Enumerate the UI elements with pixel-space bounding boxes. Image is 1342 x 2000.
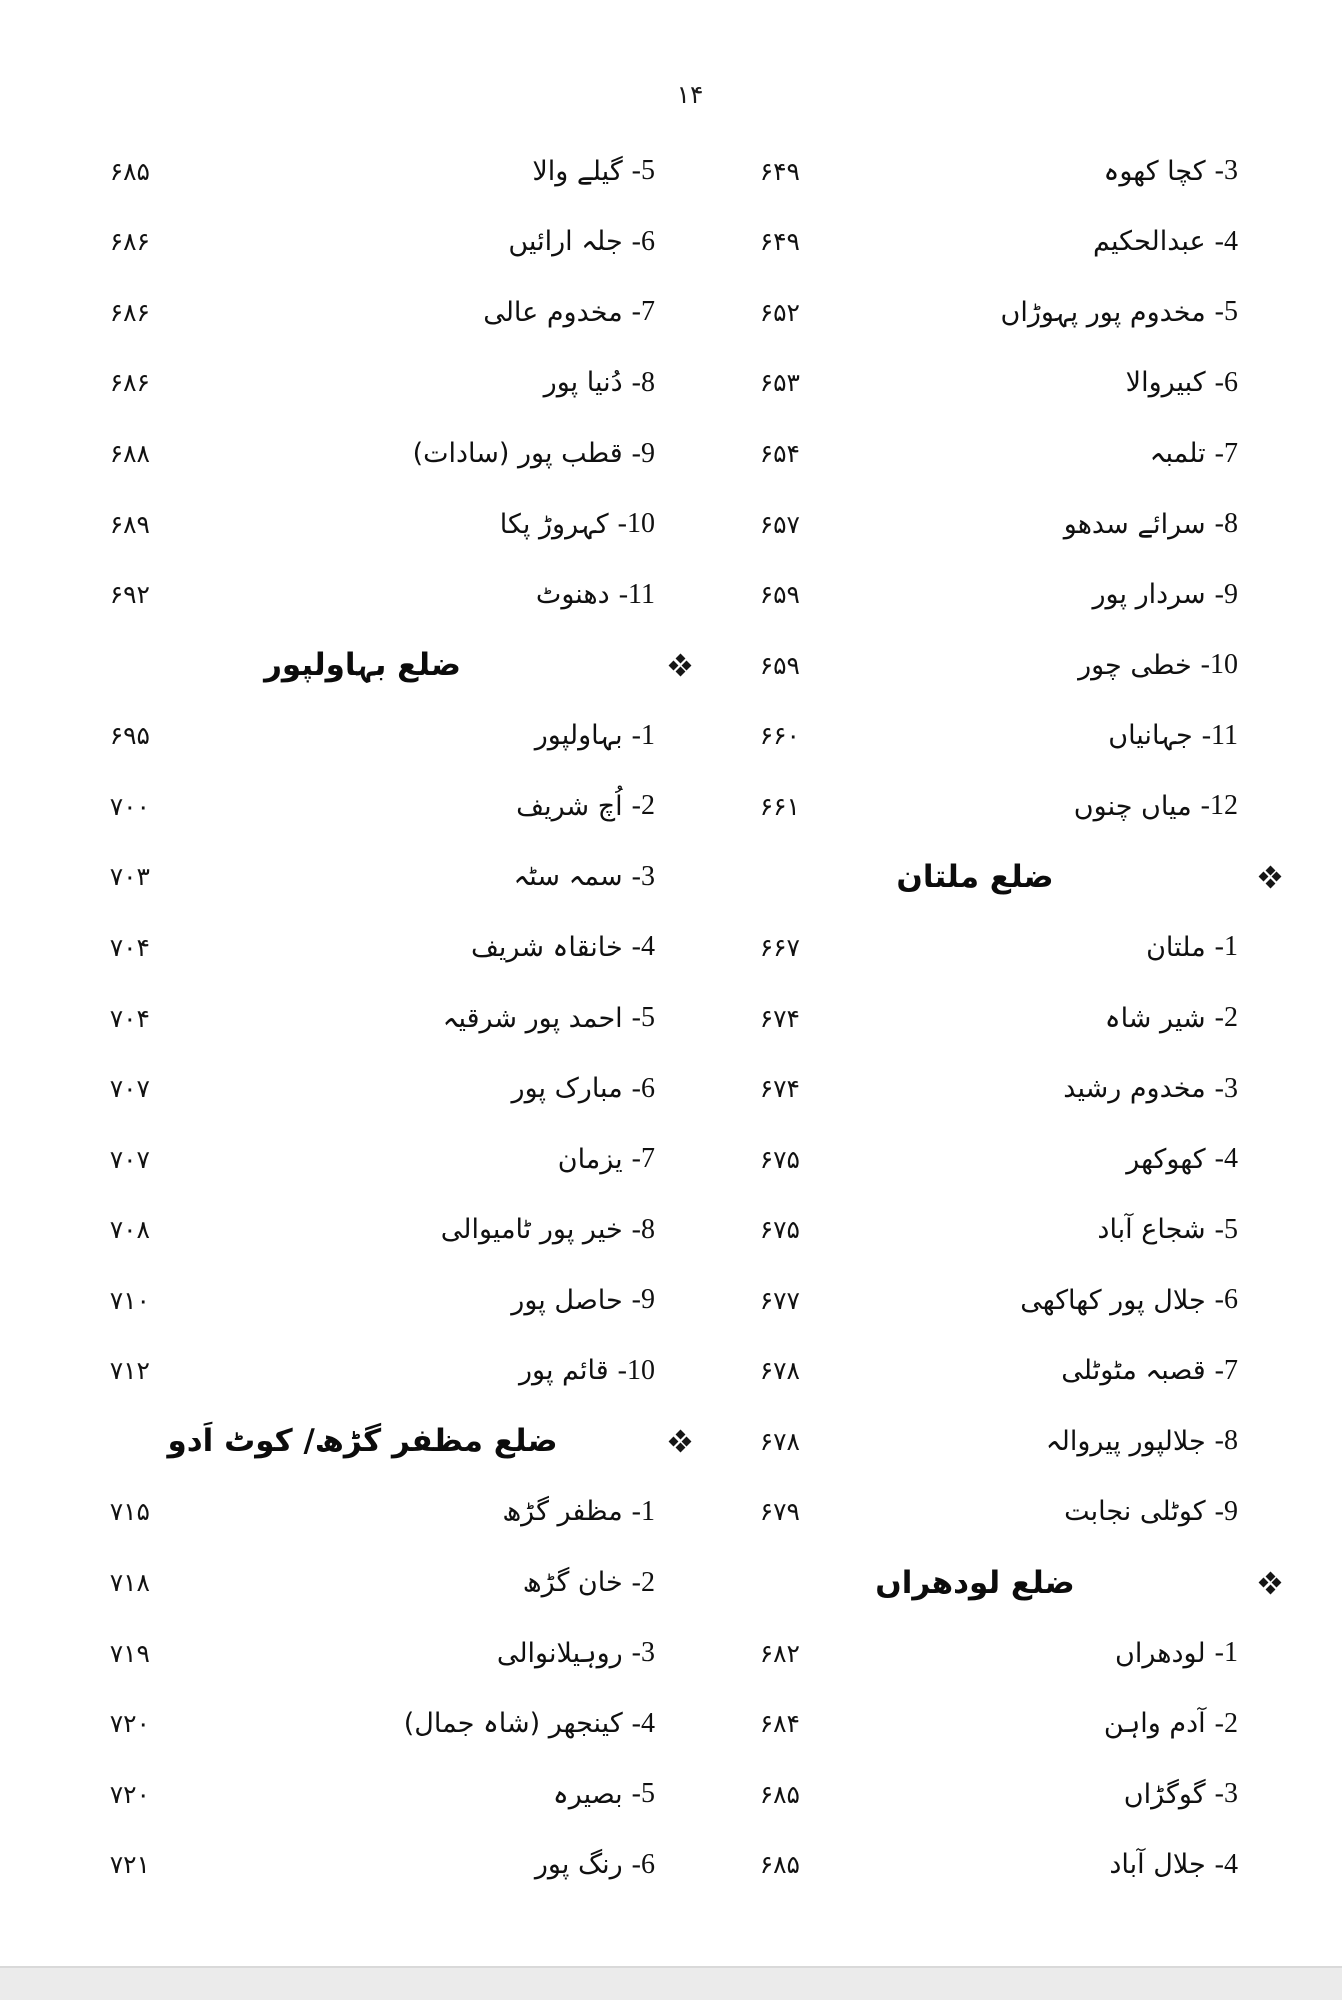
entry-page-number: ۶۷۴	[759, 1074, 800, 1104]
toc-entry	[553, 1778, 700, 1810]
entry-number: -4	[1214, 1143, 1238, 1175]
toc-entry	[1126, 1143, 1290, 1175]
entry-name: سرائے سدھو	[1063, 508, 1206, 540]
toc-entry	[1061, 1355, 1290, 1387]
entry-name: ملتان	[1146, 931, 1206, 963]
entry-number: -3	[631, 860, 655, 892]
toc-entry-row	[55, 559, 700, 630]
four-diamond-ornament-icon	[670, 655, 690, 675]
toc-entry	[1124, 1778, 1290, 1810]
entry-number: -5	[1214, 1213, 1238, 1245]
entry-number: -11	[1201, 719, 1238, 751]
toc-entry-row	[55, 1265, 700, 1336]
entry-number: -5	[1214, 296, 1238, 328]
entry-number: -5	[631, 1778, 655, 1810]
toc-entry-row	[55, 701, 700, 772]
toc-entry-row	[690, 1265, 1290, 1336]
four-diamond-ornament-icon	[1260, 867, 1280, 887]
toc-entry-row	[55, 1759, 700, 1830]
entry-name: بہاولپور	[534, 720, 623, 752]
entry-page-number: ۶۸۹	[109, 509, 150, 539]
toc-entry-row	[690, 1618, 1290, 1689]
entry-name: تلمبہ	[1149, 438, 1206, 470]
entry-number: -12	[1200, 790, 1238, 822]
entry-number: -1	[1214, 931, 1238, 963]
toc-entry	[1001, 296, 1290, 328]
entry-page-number: ۶۷۵	[759, 1144, 800, 1174]
toc-entry	[1109, 1849, 1290, 1881]
entry-name: اُچ شریف	[516, 790, 623, 822]
entry-page-number: ۷۰۴	[109, 932, 150, 962]
toc-entry-row	[690, 348, 1290, 419]
entry-number: -8	[1214, 508, 1238, 540]
toc-entry	[483, 296, 700, 328]
entry-page-number: ۷۱۹	[109, 1638, 150, 1668]
entry-name: روہیلانوالی	[496, 1637, 623, 1669]
toc-entry	[500, 508, 700, 540]
entry-number: -5	[631, 1002, 655, 1034]
toc-entry	[1126, 367, 1290, 399]
toc-entry	[1150, 438, 1290, 470]
toc-entry-row	[55, 1124, 700, 1195]
toc-entry-row	[690, 771, 1290, 842]
entry-page-number: ۶۴۹	[759, 156, 800, 186]
toc-entry-row	[690, 277, 1290, 348]
entry-name: بصیرہ	[552, 1778, 623, 1810]
toc-entry	[502, 1496, 700, 1528]
toc-entry	[508, 226, 700, 258]
toc-column-right	[690, 136, 1290, 1900]
section-heading-row	[690, 1547, 1290, 1618]
toc-entry	[443, 1002, 700, 1034]
entry-name: حاصل پور	[511, 1284, 623, 1316]
toc-entry	[1105, 1002, 1290, 1034]
toc-entry	[404, 1708, 700, 1740]
entry-number: -4	[1214, 225, 1238, 257]
toc-entry-row	[690, 1406, 1290, 1477]
toc-entry	[535, 1849, 700, 1881]
entry-number: -2	[631, 790, 655, 822]
entry-page-number: ۶۷۷	[759, 1285, 800, 1315]
entry-number: -6	[1214, 366, 1238, 398]
entry-name: جلالپور پیروالہ	[1045, 1425, 1206, 1457]
toc-entry	[1108, 720, 1290, 752]
toc-entry-row	[690, 983, 1290, 1054]
toc-entry-row	[55, 348, 700, 419]
section-heading: ضلع ملتان	[896, 858, 1054, 895]
toc-entry	[1064, 1496, 1290, 1528]
entry-name: جلال پور کھاکھی	[1020, 1284, 1206, 1316]
entry-number: -9	[1214, 578, 1238, 610]
entry-name: خان گڑھ	[522, 1567, 623, 1599]
toc-entry-row	[55, 1618, 700, 1689]
entry-number: -6	[631, 225, 655, 257]
toc-entry-row	[690, 418, 1290, 489]
entry-page-number: ۶۸۸	[109, 439, 150, 469]
entry-page-number: ۷۰۳	[109, 862, 150, 892]
entry-page-number: ۷۲۱	[109, 1850, 150, 1880]
toc-entry	[512, 1073, 700, 1105]
toc-entry	[1115, 1637, 1290, 1669]
toc-entry-row	[690, 1688, 1290, 1759]
entry-number: -2	[1214, 1002, 1238, 1034]
entry-name: دُنیا پور	[543, 367, 623, 399]
section-heading: ضلع بہاولپور	[264, 647, 461, 684]
entry-page-number: ۶۶۷	[759, 932, 800, 962]
section-heading-row	[55, 1406, 700, 1477]
entry-page-number: ۶۸۵	[109, 156, 150, 186]
toc-entry-row	[690, 489, 1290, 560]
toc-entry	[523, 1567, 700, 1599]
entry-page-number: ۷۱۲	[109, 1356, 150, 1386]
entry-page-number: ۶۷۸	[759, 1356, 800, 1386]
entry-number: -7	[631, 1143, 655, 1175]
toc-entry-row	[55, 983, 700, 1054]
toc-entry	[1074, 790, 1290, 822]
toc-entry	[1093, 579, 1291, 611]
entry-number: -10	[617, 1354, 655, 1386]
toc-entry	[516, 790, 700, 822]
entry-page-number: ۷۲۰	[109, 1779, 150, 1809]
toc-entry-row	[55, 771, 700, 842]
entry-page-number: ۶۵۹	[759, 580, 800, 610]
entry-number: -1	[631, 719, 655, 751]
toc-entry	[1104, 155, 1291, 187]
toc-entry-row	[690, 207, 1290, 278]
entry-name: جہانیاں	[1108, 720, 1193, 752]
entry-page-number: ۶۵۳	[759, 368, 800, 398]
entry-name: میاں چنوں	[1073, 790, 1192, 822]
toc-entry	[1104, 1708, 1290, 1740]
toc-entry	[1046, 1425, 1290, 1457]
entry-name: مخدوم رشید	[1063, 1073, 1206, 1105]
entry-name: جلہ ارائیں	[508, 226, 623, 258]
entry-page-number: ۷۰۷	[109, 1144, 150, 1174]
entry-number: -3	[1214, 1072, 1238, 1104]
toc-entry-row	[690, 1477, 1290, 1548]
entry-name: کچا کھوہ	[1103, 155, 1206, 187]
toc-entry	[1020, 1284, 1290, 1316]
toc-entry-row	[690, 1830, 1290, 1901]
entry-name: کھوکھر	[1126, 1143, 1206, 1175]
entry-page-number: ۶۸۶	[109, 297, 150, 327]
entry-name: خانقاہ شریف	[470, 931, 623, 963]
toc-entry	[511, 1284, 700, 1316]
entry-name: قصبہ مٹوٹلی	[1061, 1355, 1206, 1387]
toc-entry	[544, 367, 700, 399]
entry-name: رنگ پور	[534, 1849, 623, 1881]
entry-number: -11	[618, 578, 655, 610]
toc-entry-row	[55, 136, 700, 207]
entry-name: سمہ سٹہ	[513, 861, 623, 893]
toc-entry-row	[55, 1053, 700, 1124]
toc-entry-row	[55, 1830, 700, 1901]
toc-entry-row	[690, 701, 1290, 772]
entry-page-number: ۷۰۷	[109, 1074, 150, 1104]
entry-name: سردار پور	[1092, 579, 1206, 611]
toc-column-left	[55, 136, 700, 1900]
toc-entry-row	[55, 207, 700, 278]
toc-entry-row	[690, 559, 1290, 630]
entry-page-number: ۷۰۴	[109, 1003, 150, 1033]
toc-entry-row	[55, 1477, 700, 1548]
toc-entry-row	[690, 1053, 1290, 1124]
entry-number: -9	[631, 437, 655, 469]
toc-entry-row	[690, 1124, 1290, 1195]
entry-name: عبدالحکیم	[1093, 226, 1206, 258]
entry-page-number: ۶۴۹	[759, 227, 800, 257]
toc-entry	[519, 1355, 700, 1387]
entry-page-number: ۶۷۹	[759, 1497, 800, 1527]
toc-entry	[535, 720, 700, 752]
entry-number: -9	[631, 1284, 655, 1316]
entry-page-number: ۶۷۸	[759, 1426, 800, 1456]
toc-entry-row	[690, 1336, 1290, 1407]
toc-entry	[413, 438, 700, 470]
entry-number: -3	[631, 1637, 655, 1669]
entry-name: کوٹلی نجابت	[1064, 1496, 1206, 1528]
entry-number: -10	[1200, 649, 1238, 681]
entry-name: گوگڑاں	[1123, 1778, 1206, 1810]
entry-number: -8	[631, 1213, 655, 1245]
entry-number: -4	[631, 931, 655, 963]
section-heading: ضلع لودھراں	[875, 1564, 1075, 1601]
toc-entry	[558, 1143, 700, 1175]
entry-name: خیر پور ٹامیوالی	[440, 1214, 623, 1246]
entry-number: -8	[1214, 1425, 1238, 1457]
entry-name: گیلے والا	[532, 155, 623, 187]
toc-entry-row	[55, 489, 700, 560]
entry-page-number: ۶۸۶	[109, 227, 150, 257]
toc-entry	[471, 931, 700, 963]
scan-edge-bar	[0, 1966, 1342, 2000]
entry-number: -7	[1214, 437, 1238, 469]
toc-entry	[1146, 931, 1290, 963]
four-diamond-ornament-icon	[670, 1431, 690, 1451]
entry-number: -1	[1214, 1637, 1238, 1669]
entry-number: -2	[631, 1566, 655, 1598]
entry-page-number: ۷۱۰	[109, 1285, 150, 1315]
entry-page-number: ۶۵۷	[759, 509, 800, 539]
toc-entry-row	[55, 418, 700, 489]
entry-number: -7	[631, 296, 655, 328]
entry-name: احمد پور شرقیہ	[442, 1002, 623, 1034]
entry-page-number: ۶۸۴	[759, 1709, 800, 1739]
entry-name: لودھراں	[1115, 1637, 1206, 1669]
toc-entry	[513, 861, 700, 893]
toc-entry-row	[690, 912, 1290, 983]
entry-number: -9	[1214, 1495, 1238, 1527]
section-heading: ضلع مظفر گڑھ/ کوٹ اَدو	[167, 1423, 558, 1460]
toc-entry	[532, 155, 700, 187]
entry-page-number: ۶۸۵	[759, 1850, 800, 1880]
section-heading-row	[690, 842, 1290, 913]
entry-name: خطی چور	[1078, 649, 1192, 681]
entry-name: دھنوٹ	[535, 579, 610, 611]
toc-entry	[1063, 1073, 1290, 1105]
four-diamond-ornament-icon	[1260, 1573, 1280, 1593]
entry-page-number: ۶۷۴	[759, 1003, 800, 1033]
entry-number: -6	[1214, 1284, 1238, 1316]
entry-name: یزمان	[557, 1143, 623, 1175]
toc-entry-row	[690, 630, 1290, 701]
entry-page-number: ۷۰۰	[109, 791, 150, 821]
entry-number: -4	[631, 1707, 655, 1739]
toc-entry	[441, 1214, 700, 1246]
toc-entry-row	[55, 1547, 700, 1618]
toc-entry	[1097, 1214, 1290, 1246]
entry-page-number: ۶۵۲	[759, 297, 800, 327]
entry-page-number: ۶۸۶	[109, 368, 150, 398]
toc-entry-row	[690, 1194, 1290, 1265]
toc-entry-row	[55, 1336, 700, 1407]
toc-entry-row	[55, 1688, 700, 1759]
entry-page-number: ۶۹۵	[109, 721, 150, 751]
entry-name: کبیروالا	[1125, 367, 1206, 399]
entry-name: کینجھر (شاہ جمال)	[403, 1708, 623, 1740]
entry-page-number: ۶۵۴	[759, 439, 800, 469]
toc-entry-row	[55, 1194, 700, 1265]
entry-number: -3	[1214, 155, 1238, 187]
entry-number: -10	[617, 508, 655, 540]
entry-name: مخدوم عالی	[483, 296, 623, 328]
toc-entry	[1093, 226, 1290, 258]
entry-name: قطب پور (سادات)	[412, 438, 623, 470]
entry-name: کہروڑ پکا	[499, 508, 609, 540]
entry-page-number: ۶۸۲	[759, 1638, 800, 1668]
entry-number: -8	[631, 366, 655, 398]
toc-entry	[1078, 649, 1290, 681]
toc-entry-row	[55, 277, 700, 348]
entry-name: شجاع آباد	[1097, 1214, 1206, 1246]
entry-page-number: ۷۱۸	[109, 1568, 150, 1598]
entry-page-number: ۶۶۱	[759, 791, 800, 821]
entry-page-number: ۷۱۵	[109, 1497, 150, 1527]
entry-name: مظفر گڑھ	[502, 1496, 623, 1528]
entry-page-number: ۶۵۹	[759, 650, 800, 680]
toc-entry-row	[690, 136, 1290, 207]
entry-number: -6	[631, 1848, 655, 1880]
entry-page-number: ۷۰۸	[109, 1215, 150, 1245]
entry-name: مخدوم پور پہوڑاں	[1000, 296, 1206, 328]
entry-number: -2	[1214, 1707, 1238, 1739]
toc-entry	[536, 579, 700, 611]
entry-name: جلال آباد	[1109, 1849, 1206, 1881]
entry-page-number: ۶۶۰	[759, 721, 800, 751]
section-heading-row	[55, 630, 700, 701]
entry-name: قائم پور	[518, 1355, 609, 1387]
entry-name: مبارک پور	[511, 1073, 623, 1105]
entry-page-number: ۶۸۵	[759, 1779, 800, 1809]
toc-entry	[1064, 508, 1290, 540]
toc-entry-row	[55, 912, 700, 983]
entry-number: -1	[631, 1495, 655, 1527]
toc-entry	[497, 1637, 700, 1669]
entry-number: -5	[631, 155, 655, 187]
toc-entry-row	[690, 1759, 1290, 1830]
entry-number: -7	[1214, 1354, 1238, 1386]
entry-number: -4	[1214, 1848, 1238, 1880]
page-folio: ۱۴	[676, 80, 704, 109]
entry-page-number: ۷۲۰	[109, 1709, 150, 1739]
entry-number: -3	[1214, 1778, 1238, 1810]
entry-page-number: ۶۷۵	[759, 1215, 800, 1245]
toc-entry-row	[55, 842, 700, 913]
entry-page-number: ۶۹۲	[109, 580, 150, 610]
entry-number: -6	[631, 1072, 655, 1104]
entry-name: شیر شاہ	[1104, 1002, 1206, 1034]
entry-name: آدم واہن	[1103, 1708, 1206, 1740]
